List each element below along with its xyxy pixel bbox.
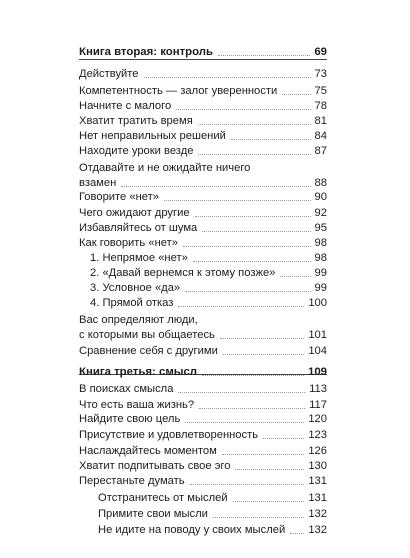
dot-leader [144,76,311,78]
toc-page-number: 131 [308,475,327,487]
toc-entry-title: В поисках смысла [79,383,174,395]
dot-leader [220,337,304,339]
toc-page-number: 90 [314,191,327,203]
toc-entry-title: Наслаждайтесь моментом [79,445,217,457]
toc-entry [90,292,327,310]
toc-page-number: 130 [308,460,327,472]
dot-leader [164,199,311,201]
toc-page-number: 101 [308,329,327,341]
dot-leader [233,500,305,502]
toc-page-number: 87 [314,145,327,157]
toc-entry-title: Книга вторая: контроль [79,46,214,58]
toc-page-number: 69 [314,46,327,58]
toc-page-number: 73 [314,68,327,80]
toc-page-number: 98 [314,237,327,249]
dot-leader [263,437,304,439]
toc-entry-title: 1. Непрямое «нет» [90,252,188,264]
toc-entry-title: Сравнение себя с другими [79,345,218,357]
toc-entry-title: Хватит подпитывать свое эго [79,460,231,472]
toc-entry-title: 2. «Давай вернемся к этому позже» [90,267,276,279]
toc-entry-title: взамен [79,177,117,189]
toc-entry [79,63,327,81]
toc-page-number: 132 [308,508,327,520]
toc-entry-title: Вас определяют люди, [79,314,198,326]
toc-page-number: 99 [314,282,327,294]
toc-page-number: 92 [314,207,327,219]
toc-entry-title: Хватит тратить время [79,115,193,127]
toc-entry [79,340,327,358]
dot-leader [223,353,304,355]
toc-entry-title: Начните с малого [79,100,172,112]
toc-page-number: 75 [314,85,327,97]
dot-leader [198,153,310,155]
dot-leader [178,391,305,393]
toc-entry-title: 4. Прямой отказ [90,297,174,309]
dot-leader [178,305,304,307]
toc-page-number: 109 [307,366,327,378]
toc-page-number: 126 [308,445,327,457]
toc-page-number: 117 [309,399,327,411]
toc-section-heading [79,41,327,59]
dot-leader [202,374,304,376]
toc-page-number: 132 [308,524,327,536]
toc-page-number: 99 [314,267,327,279]
toc-entry-title: Что есть ваша жизнь? [79,399,195,411]
toc-entry-title: Нет неправильных решений [79,130,226,142]
dot-leader [218,54,310,56]
dot-leader [185,421,304,423]
dot-leader [190,483,305,485]
toc-entry-title: Перестаньте думать [79,475,185,487]
section-divider [79,59,327,60]
toc-entry-title: Чего ожидают другие [79,207,190,219]
toc-page-number: 78 [314,100,327,112]
toc-page-number: 88 [314,177,327,189]
toc-entry-title: Найдите свою цель [79,413,181,425]
toc-page-number: 104 [308,345,327,357]
toc-entry-title: Не идите на поводу у своих мыслей [98,524,286,536]
dot-leader [213,516,304,518]
toc-page-number: 81 [314,115,327,127]
toc-entry-title: Примите свои мысли [98,508,208,520]
toc-entry [98,519,327,537]
dot-leader [290,532,304,534]
toc-entry-title: Книга третья: смысл [79,366,198,378]
toc-entry-title: Находите уроки везде [79,145,194,157]
toc-page-number: 120 [308,413,327,425]
toc-entry [79,140,327,158]
toc-entry-title: Компетентность — залог уверенности [79,85,278,97]
toc-entry-title: Отдавайте и не ожидайте ничего [79,162,251,174]
toc-section-heading [79,361,327,379]
toc-page-number: 131 [308,492,327,504]
toc-entry-title: Как говорить «нет» [79,237,178,249]
toc-entry-title: 3. Условное «да» [90,282,181,294]
toc-page-number: 100 [308,297,327,309]
toc-entry [79,470,327,488]
toc-page-number: 84 [314,130,327,142]
toc-page-number: 113 [309,383,327,395]
toc-entry-title: Присутствие и удовлетворенность [79,429,259,441]
toc-page-number: 95 [314,222,327,234]
toc-entry-title: Говорите «нет» [79,191,159,203]
toc-entry-title: Избавляйтесь от шума [79,222,198,234]
toc-page-number: 98 [314,252,327,264]
toc-entry-title: Отстранитесь от мыслей [98,492,228,504]
toc-entry-title: Действуйте [79,68,139,80]
toc-entry-title: с которыми вы общаетесь [79,329,215,341]
toc-page-number: 123 [308,429,327,441]
